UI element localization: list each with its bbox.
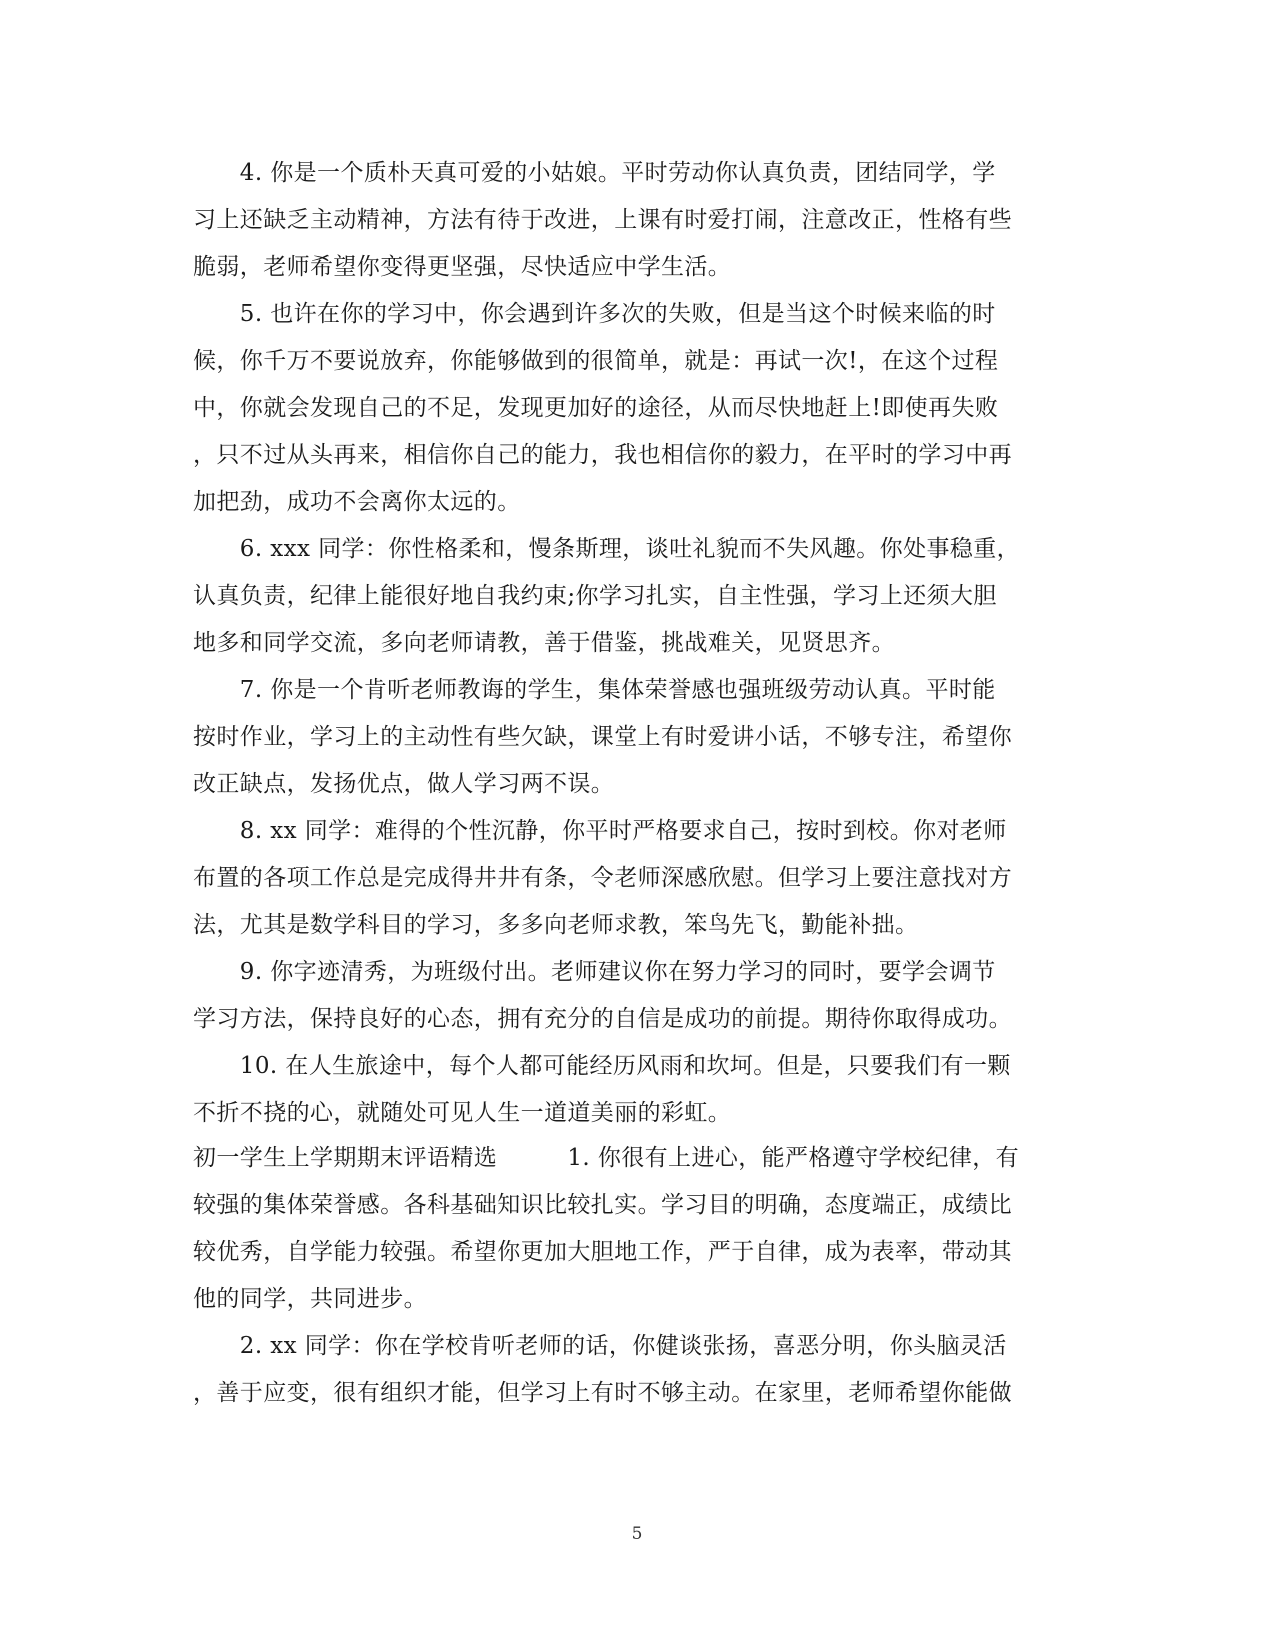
text-line: 布置的各项工作总是完成得井井有条，令老师深感欣慰。但学习上要注意找对方: [193, 865, 1012, 891]
text-line: 5. 也许在你的学习中，你会遇到许多次的失败，但是当这个时候来临的时: [193, 301, 996, 327]
text-line: 不折不挠的心，就随处可见人生一道道美丽的彩虹。: [193, 1100, 732, 1126]
section-heading-line: 初一学生上学期期末评语精选 1. 你很有上进心，能严格遵守学校纪律，有: [193, 1145, 1020, 1171]
text-line: 10. 在人生旅途中，每个人都可能经历风雨和坎坷。但是，只要我们有一颗: [193, 1053, 1011, 1079]
text-line: 较优秀，自学能力较强。希望你更加大胆地工作，严于自律，成为表率，带动其: [193, 1239, 1012, 1265]
text-line: 他的同学，共同进步。: [193, 1286, 427, 1312]
text-line: ，只不过从头再来，相信你自己的能力，我也相信你的毅力，在平时的学习中再: [193, 442, 1012, 468]
text-line: 7. 你是一个肯听老师教诲的学生，集体荣誉感也强班级劳动认真。平时能: [193, 677, 996, 703]
text-line: 6. xxx 同学：你性格柔和，慢条斯理，谈吐礼貌而不失风趣。你处事稳重，: [193, 536, 1021, 562]
text-line: 认真负责，纪律上能很好地自我约束;你学习扎实，自主性强，学习上还须大胆: [193, 583, 997, 609]
text-line: 法，尤其是数学科目的学习，多多向老师求教，笨鸟先飞，勤能补拙。: [193, 912, 919, 938]
text-line: 按时作业，学习上的主动性有些欠缺，课堂上有时爱讲小话，不够专注，希望你: [193, 724, 1012, 750]
text-line: 中，你就会发现自己的不足，发现更加好的途径，从而尽快地赶上!即使再失败: [193, 395, 999, 421]
text-line: ，善于应变，很有组织才能，但学习上有时不够主动。在家里，老师希望你能做: [193, 1380, 1012, 1406]
text-line: 改正缺点，发扬优点，做人学习两不误。: [193, 771, 615, 797]
text-line: 9. 你字迹清秀，为班级付出。老师建议你在努力学习的同时，要学会调节: [193, 959, 996, 985]
text-line: 8. xx 同学：难得的个性沉静，你平时严格要求自己，按时到校。你对老师: [193, 818, 1007, 844]
text-line: 地多和同学交流，多向老师请教，善于借鉴，挑战难关，见贤思齐。: [193, 630, 895, 656]
page-number: 5: [631, 1524, 643, 1544]
text-line: 习上还缺乏主动精神，方法有待于改进，上课有时爱打闹，注意改正，性格有些: [193, 207, 1012, 233]
text-line: 较强的集体荣誉感。各科基础知识比较扎实。学习目的明确，态度端正，成绩比: [193, 1192, 1012, 1218]
text-line: 学习方法，保持良好的心态，拥有充分的自信是成功的前提。期待你取得成功。: [193, 1006, 1012, 1032]
text-line: 脆弱，老师希望你变得更坚强，尽快适应中学生活。: [193, 254, 732, 280]
text-line: 加把劲，成功不会离你太远的。: [193, 489, 521, 515]
text-line: 候，你千万不要说放弃，你能够做到的很简单，就是：再试一次!，在这个过程: [193, 348, 999, 374]
text-line: 2. xx 同学：你在学校肯听老师的话，你健谈张扬，喜恶分明，你头脑灵活: [193, 1333, 1007, 1359]
text-line: 4. 你是一个质朴天真可爱的小姑娘。平时劳动你认真负责，团结同学，学: [193, 160, 996, 186]
